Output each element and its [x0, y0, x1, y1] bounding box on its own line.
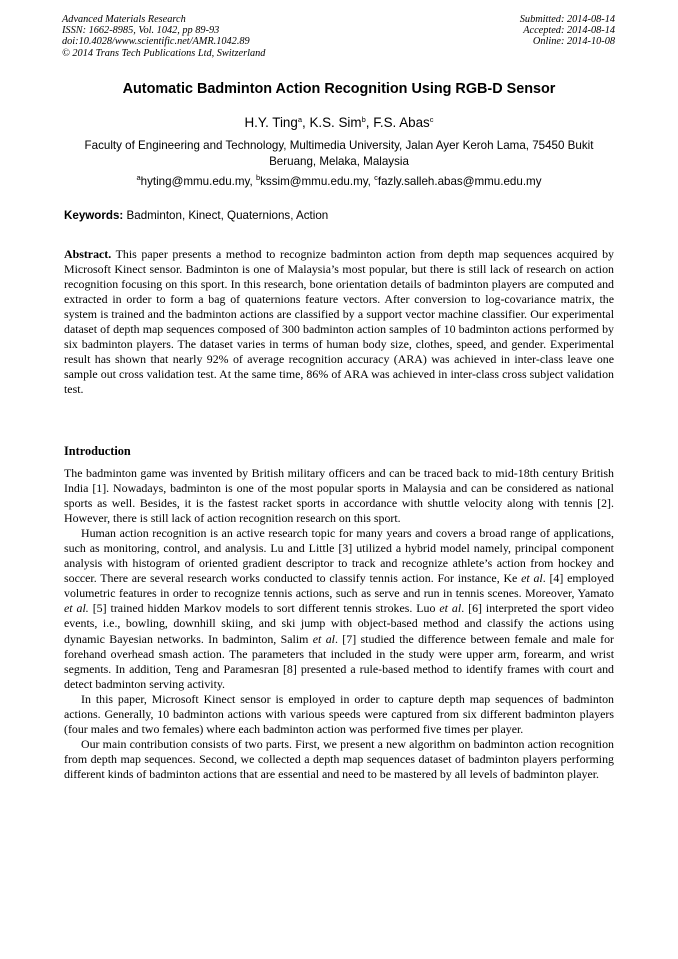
journal-issn: ISSN: 1662-8985, Vol. 1042, pp 89-93	[62, 25, 220, 37]
keywords-label: Keywords:	[64, 209, 124, 222]
italic-text: et al	[312, 631, 335, 646]
paragraph-text: In this paper, Microsoft Kinect sensor is employed in order to capture depth map sequences of badminton actions. Generally, 10 badminton actions with various speeds were captured from six different badminton players (four males and two females) where each badminton action was performed five times per player.	[64, 691, 614, 736]
abstract-label: Abstract.	[64, 247, 112, 261]
body-paragraph	[64, 692, 614, 737]
paragraph-text: . [7] studied the difference between female and male for forehand overhead smash action. The parameters that included in the study were upper arm, forearm, and wrist segments. In addition, Teng and Paramesran [8] presented a rule-based method to identify frames with court and detect badminton serving activity.	[64, 631, 614, 691]
journal-info	[62, 14, 265, 59]
abstract-text: This paper presents a method to recognize badminton action from depth map sequences acquired by Microsoft Kinect sensor. Badminton is one of Malaysia’s most popular, but there is still lack of research on action recognition focusing on this sport. In this research, bone orientation details of badminton players are computed and extracted in order to form a bag of quaternions feature vectors. After conversion to log-covariance matrix, the system is trained and the badminton actions are classified by a support vector machine classifier. Our experimental dataset of depth map sequences composed of 300 badminton action samples of 10 badminton actions performed by six badminton players. The dataset varies in terms of human body size, clothes, speed, and gender. Experimental result has shown that nearly 92% of average recognition accuracy (ARA) was achieved in inter-class leave one sample out cross validation test. At the same time, 86% of ARA was achieved in inter-class cross subject validation test.	[64, 247, 615, 397]
abstract	[64, 247, 614, 397]
email-mark: a	[136, 173, 141, 182]
journal-doi: doi:10.4028/www.scientific.net/AMR.1042.89	[62, 36, 250, 48]
author-separator: ,	[365, 115, 374, 130]
paragraph-text: . [4] employed volumetric features in order to recognize tennis actions, such as serve and run in tennis scenes. Moreover, Yamato	[64, 571, 614, 601]
email-mark: c	[374, 173, 378, 182]
paragraph-text: The badminton game was invented by British military officers and can be traced back to mid-18th century British India [1]. Nowadays, badminton is one of the most popular sports in Malaysia and can be considered as national sports as well. Besides, it is the fastest racket sports in accordance with shuttle velocity along with tennis [2]. However, there is still lack of action recognition research on this sport.	[64, 466, 614, 526]
italic-text: et al.	[64, 601, 89, 616]
affiliation: Faculty of Engineering and Technology, Multimedia University, Jalan Ayer Keroh Lama, 75450 Bukit Beruang, Melaka, Malaysia	[84, 139, 594, 168]
email-separator: ,	[249, 175, 256, 188]
italic-text: et al	[521, 571, 543, 586]
author-email: fazly.salleh.abas@mmu.edu.my	[377, 175, 542, 188]
body-paragraph	[64, 737, 614, 782]
author-list	[0, 114, 678, 131]
accepted-date: Accepted: 2014-08-14	[523, 25, 615, 37]
paragraph-text: . [6] interpreted the sport video events, i.e., bowling, downhill skiing, and ski jump with object-based method and classify the actions using dynamic Bayesian networks. In badminton, Salim	[64, 601, 614, 646]
journal-name: Advanced Materials Research	[62, 14, 186, 25]
keywords	[64, 208, 614, 224]
paper-title: Automatic Badminton Action Recognition Using RGB-D Sensor	[122, 81, 556, 97]
introduction-body	[64, 466, 614, 782]
email-mark: b	[255, 173, 261, 182]
journal-copyright: © 2014 Trans Tech Publications Ltd, Switzerland	[62, 47, 266, 59]
body-paragraph	[64, 466, 614, 526]
keywords-text: Badminton, Kinect, Quaternions, Action	[126, 209, 329, 222]
paragraph-text: Human action recognition is an active research topic for many years and covers a broad range of applications, such as monitoring, control, and analysis. Lu and Little [3] utilized a hybrid model namely, principal component analysis with histogram of oriented gradient descriptor to track and recognize athlete’s action from hockey and soccer. There are several research works conducted to classify tennis action. For instance, Ke	[64, 526, 614, 586]
author-name: H.Y. Ting	[244, 115, 298, 130]
author-affil-mark: a	[297, 115, 303, 124]
email-separator: ,	[367, 175, 375, 188]
paragraph-text: [5] trained hidden Markov models to sort different tennis strokes. Luo	[88, 601, 440, 616]
italic-text: et al	[439, 601, 462, 616]
author-separator: ,	[302, 115, 310, 130]
body-paragraph	[64, 526, 614, 692]
paragraph-text: Our main contribution consists of two parts. First, we present a new algorithm on badminton action recognition from depth map sequences. Second, we collected a depth map sequences dataset of badminton players performing different kinds of badminton actions that are essential and need to be mastered by all levels of badminton player.	[64, 736, 614, 781]
author-name: F.S. Abas	[373, 115, 430, 130]
author-name: K.S. Sim	[309, 115, 362, 130]
submission-dates	[520, 14, 615, 48]
online-date: Online: 2014-10-08	[532, 36, 615, 48]
author-email: hyting@mmu.edu.my	[140, 175, 250, 188]
author-affil-mark: c	[429, 115, 434, 124]
submitted-date: Submitted: 2014-08-14	[519, 14, 615, 25]
author-emails	[0, 174, 678, 190]
author-email: kssim@mmu.edu.my	[260, 175, 368, 188]
author-affil-mark: b	[361, 115, 366, 124]
introduction-heading: Introduction	[64, 444, 131, 458]
